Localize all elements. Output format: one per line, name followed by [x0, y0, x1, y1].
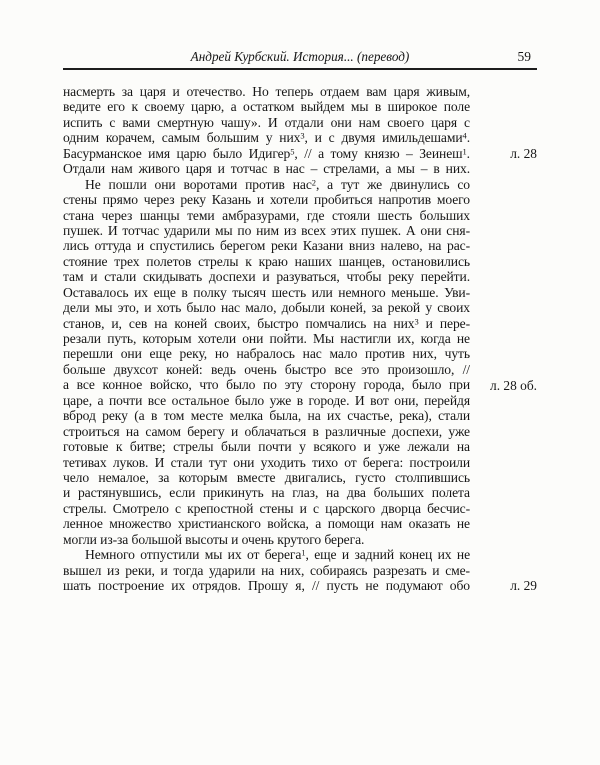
text-line: дели мы это, и хоть было нас мало, добыли коней, за рекой у своих — [63, 300, 470, 316]
text-line: стана через шанцы теми амбразурами, где стояли шесть больших — [63, 207, 470, 223]
text-line: испить с вами смертную чашу». И отдали они нам своего царя с — [63, 114, 470, 130]
running-header-title: Андрей Курбский. История... (перевод) — [190, 49, 410, 64]
text-line: тетивах луков. И стали тут они уходить тихо от берега: построили — [63, 454, 470, 470]
text-line: перешли они еще реку, но набралось нас мало против них, чуть — [63, 346, 470, 362]
text-line: одним корачем, самым большим у них$^3$, и с двумя имильдешами$^4$. — [63, 130, 471, 146]
text-line: стены прямо через реку Казань и хотели пробиться напротив моего — [63, 192, 470, 208]
text-line: ведите его к своему царю, а остатком выйдем мы в широкое поле — [63, 99, 470, 115]
page-header — [63, 47, 537, 70]
text-line: пушек. И тотчас ударили мы по ним из всех этих пушек. А они сня- — [63, 222, 470, 238]
text-line: строиться на самом берегу и облачаться в различные доспехи, уже — [63, 423, 470, 439]
text-line: станов, и, сев на коней своих, быстро помчались на них$^3$ и пере- — [63, 315, 471, 331]
text-line: там и стали скидывать доспехи и разуваться, чтобы реку перейти. — [63, 269, 470, 285]
text-line: насмерть за царя и отечество. Но теперь отдаем вам царя живым, — [63, 84, 470, 99]
text-line: вышел из реки, и тогда ударили на них, собираясь разрезать и сме- — [63, 562, 470, 578]
folio-note: л. 28 — [510, 146, 537, 161]
text-line: Не пошли они воротами против нас$^2$, а тут же двинулись со — [85, 176, 471, 192]
text-line: и растянувшись, если прикинуть на глаз, на два больших полета — [63, 485, 470, 501]
text-line: а все конное войско, что было по эту сторону города, было при — [63, 377, 470, 393]
text-line: Басурманское имя царю было Идигер$^5$, // а тому князю – Зеинеш$^1$. — [63, 145, 470, 161]
text-line: ленное множество христианского войска, а помощи нам оказать не — [63, 516, 470, 532]
text-line: стояние трех полетов стрелы к краю наших шанцев, остановились — [63, 253, 470, 269]
folio-note: л. 28 об. — [490, 378, 537, 393]
text-line: Немного отпустили мы их от берега$^1$, еще и задний конец их не — [85, 547, 470, 563]
paragraph — [63, 177, 470, 548]
text-line: могли из-за большой высоты и очень крутого берега. — [63, 531, 365, 547]
paragraph — [63, 547, 470, 593]
paragraph — [63, 84, 470, 177]
text-line: чело немалое, за которым вместе двигались, густо столпившись — [63, 469, 470, 485]
text-line: лись оттуда и спустились берегом реки Казани вниз налево, на рас- — [63, 238, 470, 254]
header-rule — [63, 68, 537, 70]
text-line: готовые к битве; стрелы были почти у всякого и уже лежали на — [63, 439, 470, 455]
folio-note: л. 29 — [510, 578, 537, 593]
text-line: резали путь, которым хотели они пойти. Мы настигли их, когда не — [63, 331, 470, 346]
page-body-text — [63, 84, 470, 593]
text-line: стрелы. Смотрело с крепостной стены и с царского дворца бесчис- — [63, 500, 470, 516]
text-line: больше двухсот коней: ведь очень быстро все это произошло, // — [63, 361, 470, 377]
page-number: 59 — [517, 49, 531, 64]
text-line: царе, а почти все остальное было уже в городе. И вот они, перейдя — [63, 392, 470, 408]
text-line: Отдали нам живого царя и тотчас в нас – стрелами, а мы – в них. — [63, 161, 470, 177]
text-line: Оставалось их еще в полку тысяч шесть или немного меньше. Уви- — [63, 284, 470, 300]
text-line: шать построение их отрядов. Прошу я, // пусть не подумают обо — [63, 578, 470, 593]
text-line: вброд реку (а в том месте мелка была, на их счастье, река), стали — [63, 408, 470, 424]
